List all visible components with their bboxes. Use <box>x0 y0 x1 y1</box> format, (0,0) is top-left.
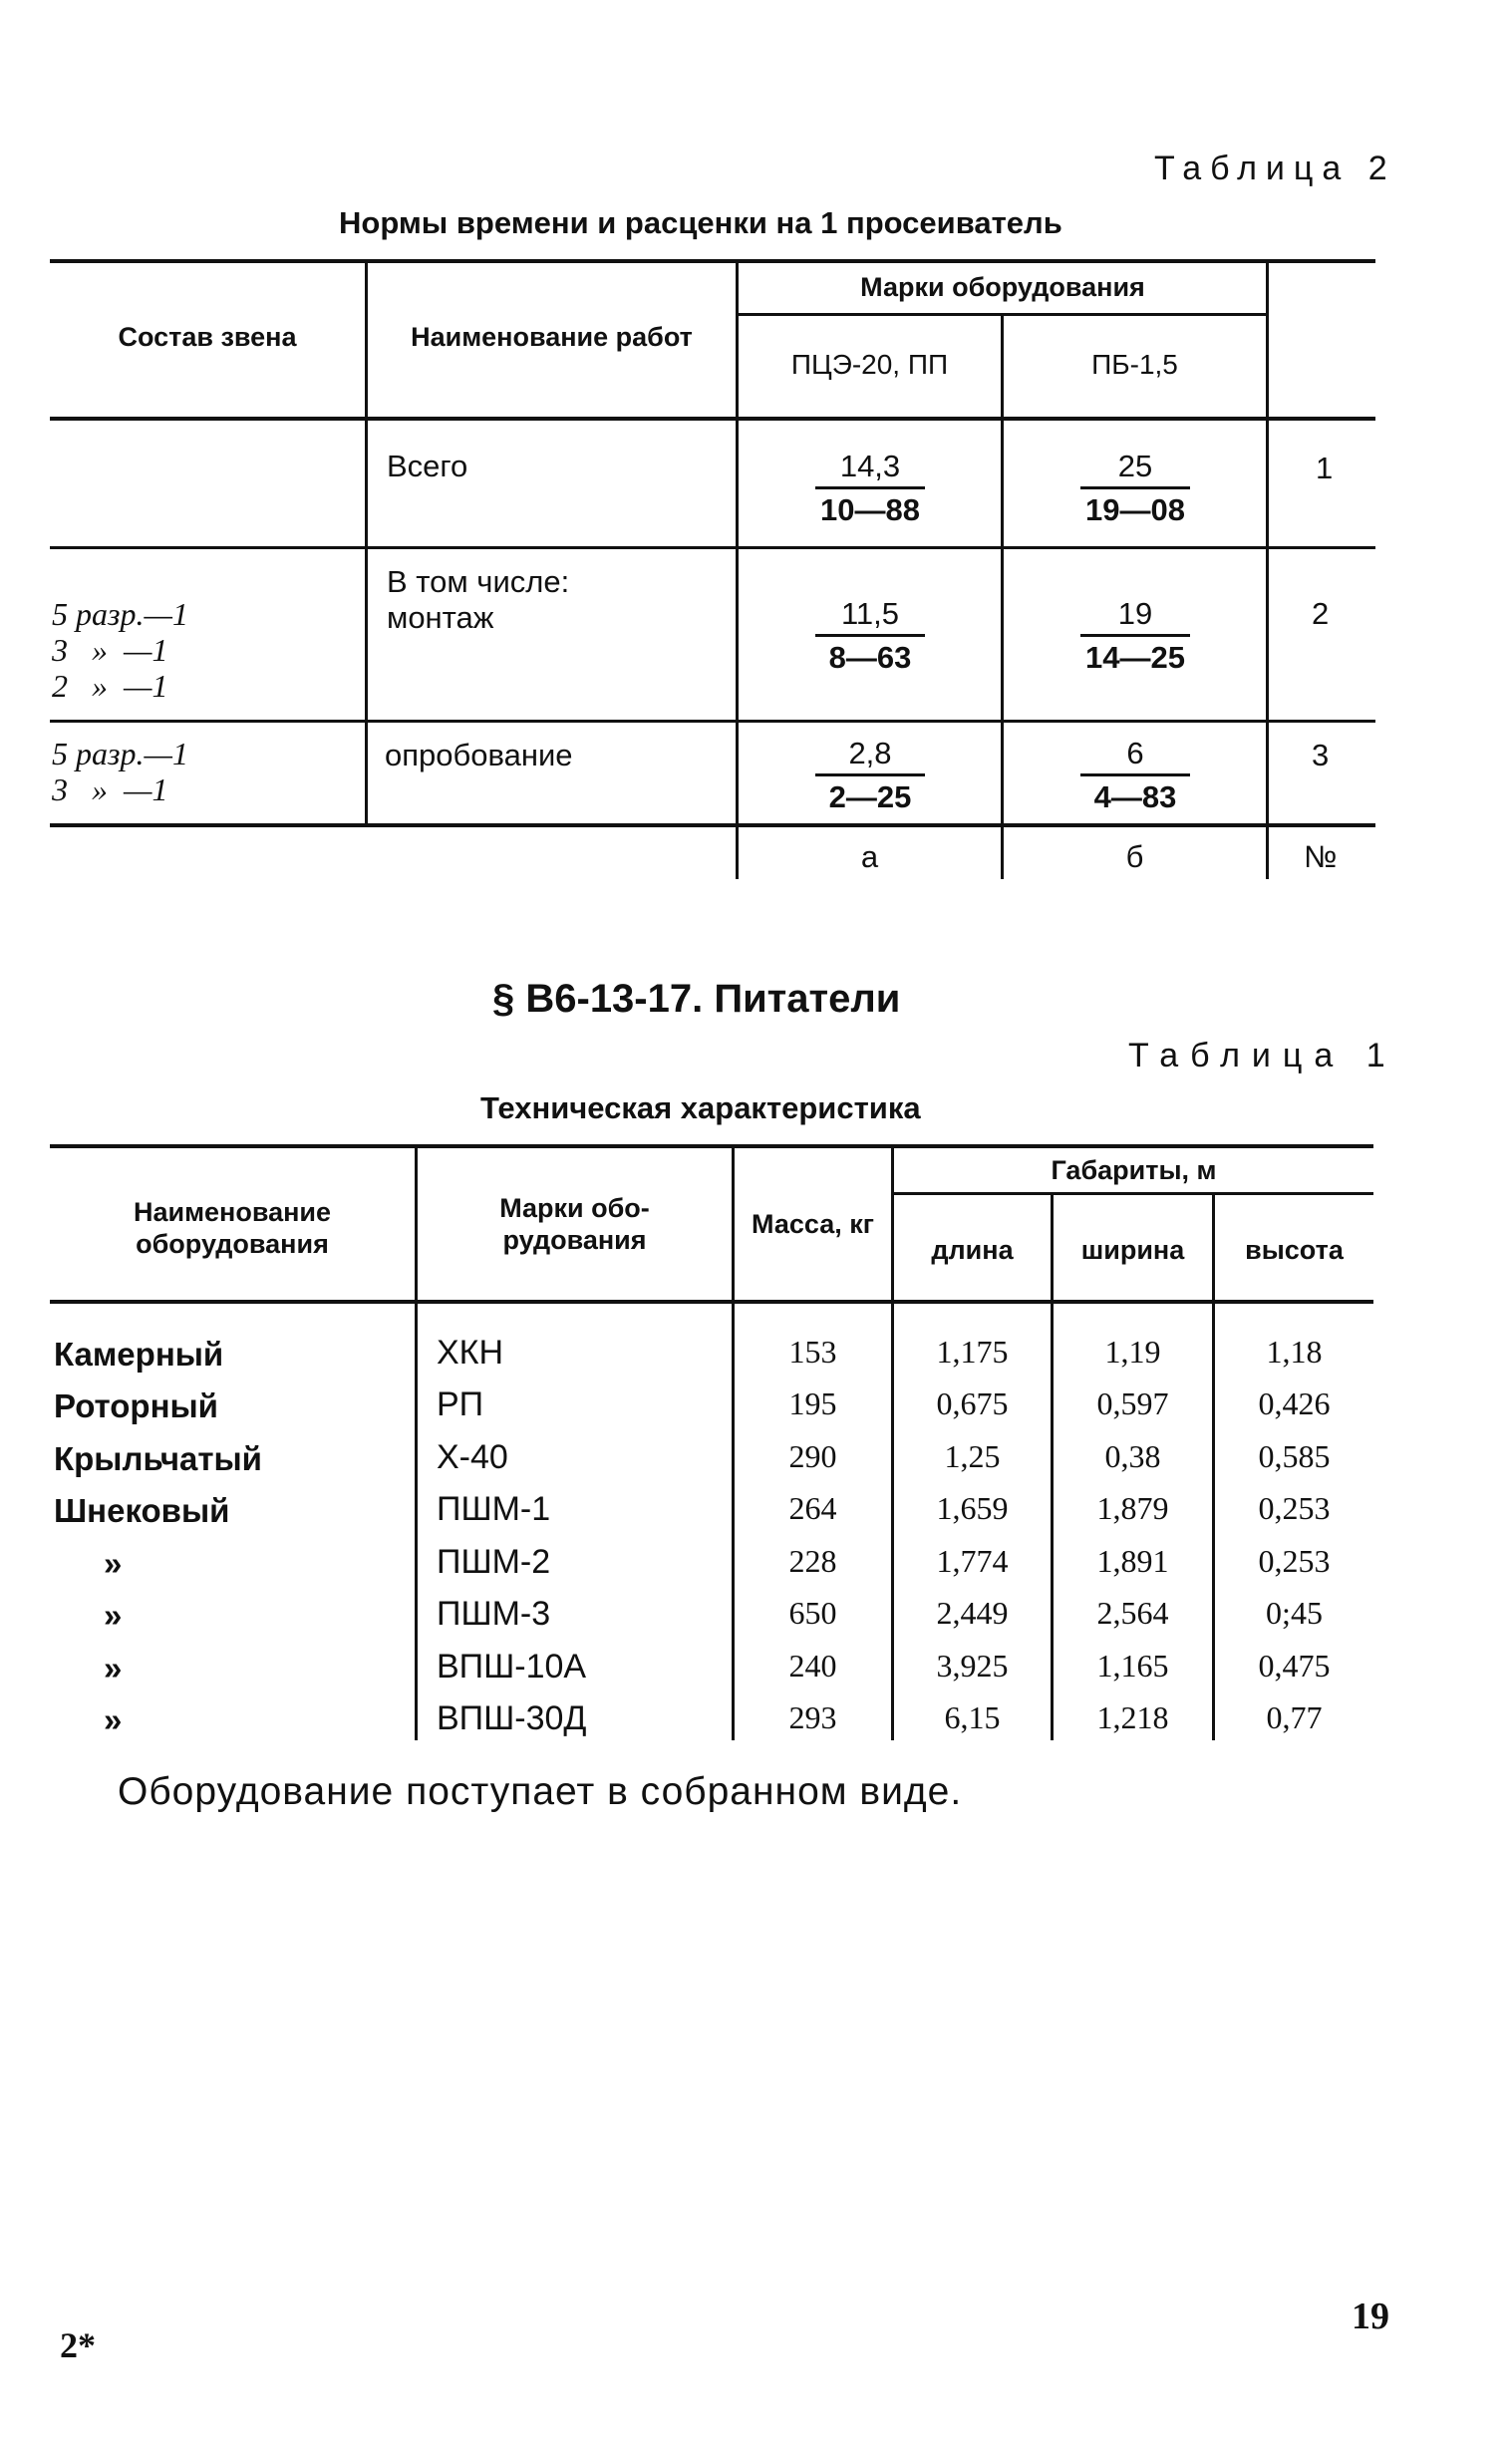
table1-row-name: » <box>104 1545 123 1582</box>
table2-row2-a-den: 8—63 <box>828 640 912 675</box>
table1-row-mark: ВПШ-30Д <box>437 1699 587 1737</box>
table1-row-mark: ВПШ-10А <box>437 1648 587 1686</box>
table2-row3-b <box>1051 734 1220 816</box>
table2-vrule-4 <box>1266 261 1269 879</box>
table2-row3-a-num: 2,8 <box>848 736 892 770</box>
table1-row-mass: 195 <box>788 1385 837 1421</box>
table1-row-name: Роторный <box>54 1387 218 1424</box>
table2-row3-b-num: 6 <box>1126 736 1144 770</box>
table2-row1-a-den: 10—88 <box>820 492 920 527</box>
table1-row-height: 0,253 <box>1258 1490 1331 1526</box>
table2-title: Нормы времени и расценки на 1 просеиватель <box>339 205 1062 240</box>
table2-row1-b <box>1051 447 1220 529</box>
table1-row-name: Камерный <box>54 1336 224 1373</box>
table1-row-width: 1,165 <box>1096 1648 1169 1684</box>
table1-row-length: 0,675 <box>936 1385 1009 1421</box>
table1-row-width: 0,597 <box>1096 1385 1169 1421</box>
table1-row-name: » <box>104 1650 123 1686</box>
table2-row3-a <box>785 734 955 816</box>
table1-row-mass: 153 <box>788 1334 837 1370</box>
table1-row-mark: ПШМ-1 <box>437 1490 551 1528</box>
table1-label: Таблица 1 <box>1128 1037 1397 1074</box>
table1-header-dims: Габариты, м <box>1051 1155 1217 1185</box>
table1-row-length: 6,15 <box>944 1699 1001 1735</box>
table2-top-rule <box>50 259 1375 263</box>
table1-row-mark: ПШМ-3 <box>437 1595 551 1633</box>
table1-row-mark: РП <box>437 1385 484 1423</box>
table2-row2-a-num: 11,5 <box>840 596 900 631</box>
table1-title: Техническая характеристика <box>480 1090 921 1125</box>
table2-row2-work-2: монтаж <box>387 600 494 635</box>
table1-row-width: 1,891 <box>1096 1543 1169 1579</box>
table1-row-height: 1,18 <box>1266 1334 1323 1370</box>
table2-header-crew: Состав звена <box>118 322 297 352</box>
table2-row1-b-den: 19—08 <box>1085 492 1185 527</box>
table2-header-mark-b: ПБ-1,5 <box>1091 349 1178 380</box>
table1-row-name: Крыльчатый <box>54 1440 262 1477</box>
table1-row-height: 0;45 <box>1266 1595 1323 1631</box>
table2-header-work: Наименование работ <box>411 322 693 352</box>
table2-row-rule-1 <box>50 546 1375 549</box>
table1-row-height: 0,253 <box>1258 1543 1331 1579</box>
table1-row-name: » <box>104 1597 123 1634</box>
table1-row-length: 3,925 <box>936 1648 1009 1684</box>
table1-header-name <box>50 1196 415 1260</box>
table1-row-width: 1,218 <box>1096 1699 1169 1735</box>
table2-header-rule <box>50 417 1375 421</box>
section-title: § В6-13-17. Питатели <box>492 977 901 1021</box>
table2-row3-a-den: 2—25 <box>828 779 912 814</box>
table1-header-height: высота <box>1245 1235 1344 1265</box>
table2-row1-a <box>785 447 955 529</box>
table2-row2-work-1: В том числе: <box>387 564 570 599</box>
table2-footer-no: № <box>1304 839 1338 874</box>
table1-header-name-1: Наименование <box>133 1197 332 1227</box>
table2-row2-b <box>1051 594 1220 677</box>
table1-row-name: Шнековый <box>54 1492 230 1529</box>
table2-footer-b: б <box>1125 839 1144 874</box>
table2-row3-crew-2: 3 » —1 <box>52 771 168 807</box>
table1-row-mass: 240 <box>788 1648 837 1684</box>
table1-header-mass: Масса, кг <box>752 1209 874 1239</box>
table1-row-height: 0,475 <box>1258 1648 1331 1684</box>
table2-row3-crew-1: 5 разр.—1 <box>52 736 188 771</box>
table2-footer-a: а <box>860 839 879 874</box>
table1-row-height: 0,77 <box>1266 1699 1323 1735</box>
table1-header-mark <box>418 1192 732 1256</box>
table1-header-width: ширина <box>1080 1235 1185 1265</box>
table1-row-name: » <box>104 1701 123 1738</box>
table1-row-mass: 264 <box>788 1490 837 1526</box>
table1-row-width: 0,38 <box>1104 1438 1161 1474</box>
table1-row-width: 2,564 <box>1096 1595 1169 1631</box>
table2-row3-b-den: 4—83 <box>1093 779 1177 814</box>
table2-row2-no: 2 <box>1312 596 1330 631</box>
table1-row-height: 0,426 <box>1258 1385 1331 1421</box>
table1-row-mark: Х-40 <box>437 1438 508 1476</box>
signature-mark: 2* <box>60 2325 96 2365</box>
table1-row-length: 1,25 <box>944 1438 1001 1474</box>
table1-header-mark-2: рудования <box>502 1225 647 1255</box>
page-number: 19 <box>1352 2296 1389 2337</box>
table1-top-rule <box>50 1144 1373 1148</box>
table2-row-rule-2 <box>50 720 1375 723</box>
table2-label: Таблица 2 <box>1154 150 1396 187</box>
table2-row2-b-num: 19 <box>1117 596 1153 631</box>
table1-row-mark: ХКН <box>437 1334 504 1372</box>
table1-header-length: длина <box>931 1235 1014 1265</box>
table1-row-mass: 290 <box>788 1438 837 1474</box>
table1-header-rule <box>50 1300 1373 1304</box>
table1-row-width: 1,879 <box>1096 1490 1169 1526</box>
table2-row1-a-num: 14,3 <box>839 449 901 483</box>
table2-row1-b-num: 25 <box>1117 449 1153 483</box>
table1-row-length: 2,449 <box>936 1595 1009 1631</box>
table2-row2-crew-2: 3 » —1 <box>52 632 168 668</box>
table1-row-width: 1,19 <box>1104 1334 1161 1370</box>
table2-row2-b-den: 14—25 <box>1085 640 1185 675</box>
table2-row2-a <box>785 594 955 677</box>
table1-dims-rule <box>893 1192 1373 1195</box>
table2-bottom-rule <box>50 823 1375 827</box>
table2-row3-no: 3 <box>1312 738 1330 772</box>
table1-row-length: 1,774 <box>936 1543 1009 1579</box>
table1-row-height: 0,585 <box>1258 1438 1331 1474</box>
table1-row-mark: ПШМ-2 <box>437 1543 551 1581</box>
table1-header-name-2: оборудования <box>136 1229 329 1259</box>
table2-row1-work: Всего <box>387 449 468 483</box>
table1-row-mass: 228 <box>788 1543 837 1579</box>
table1-row-mass: 650 <box>788 1595 837 1631</box>
table1-header-mark-1: Марки обо- <box>499 1193 650 1223</box>
table2-row1-no: 1 <box>1316 451 1334 485</box>
table2-header-marks: Марки оборудования <box>860 272 1145 302</box>
table2-vrule-3 <box>1001 313 1004 879</box>
table1-row-mass: 293 <box>788 1699 837 1735</box>
table1-row-length: 1,659 <box>936 1490 1009 1526</box>
table2-row2-crew-3: 2 » —1 <box>52 668 168 704</box>
table2-header-mark-a: ПЦЭ-20, ПП <box>790 349 949 380</box>
table2-row3-work: опробование <box>385 738 573 772</box>
table2-row2-crew-1: 5 разр.—1 <box>52 596 188 632</box>
note-text: Оборудование поступает в собранном виде. <box>118 1770 963 1813</box>
table1-row-length: 1,175 <box>936 1334 1009 1370</box>
